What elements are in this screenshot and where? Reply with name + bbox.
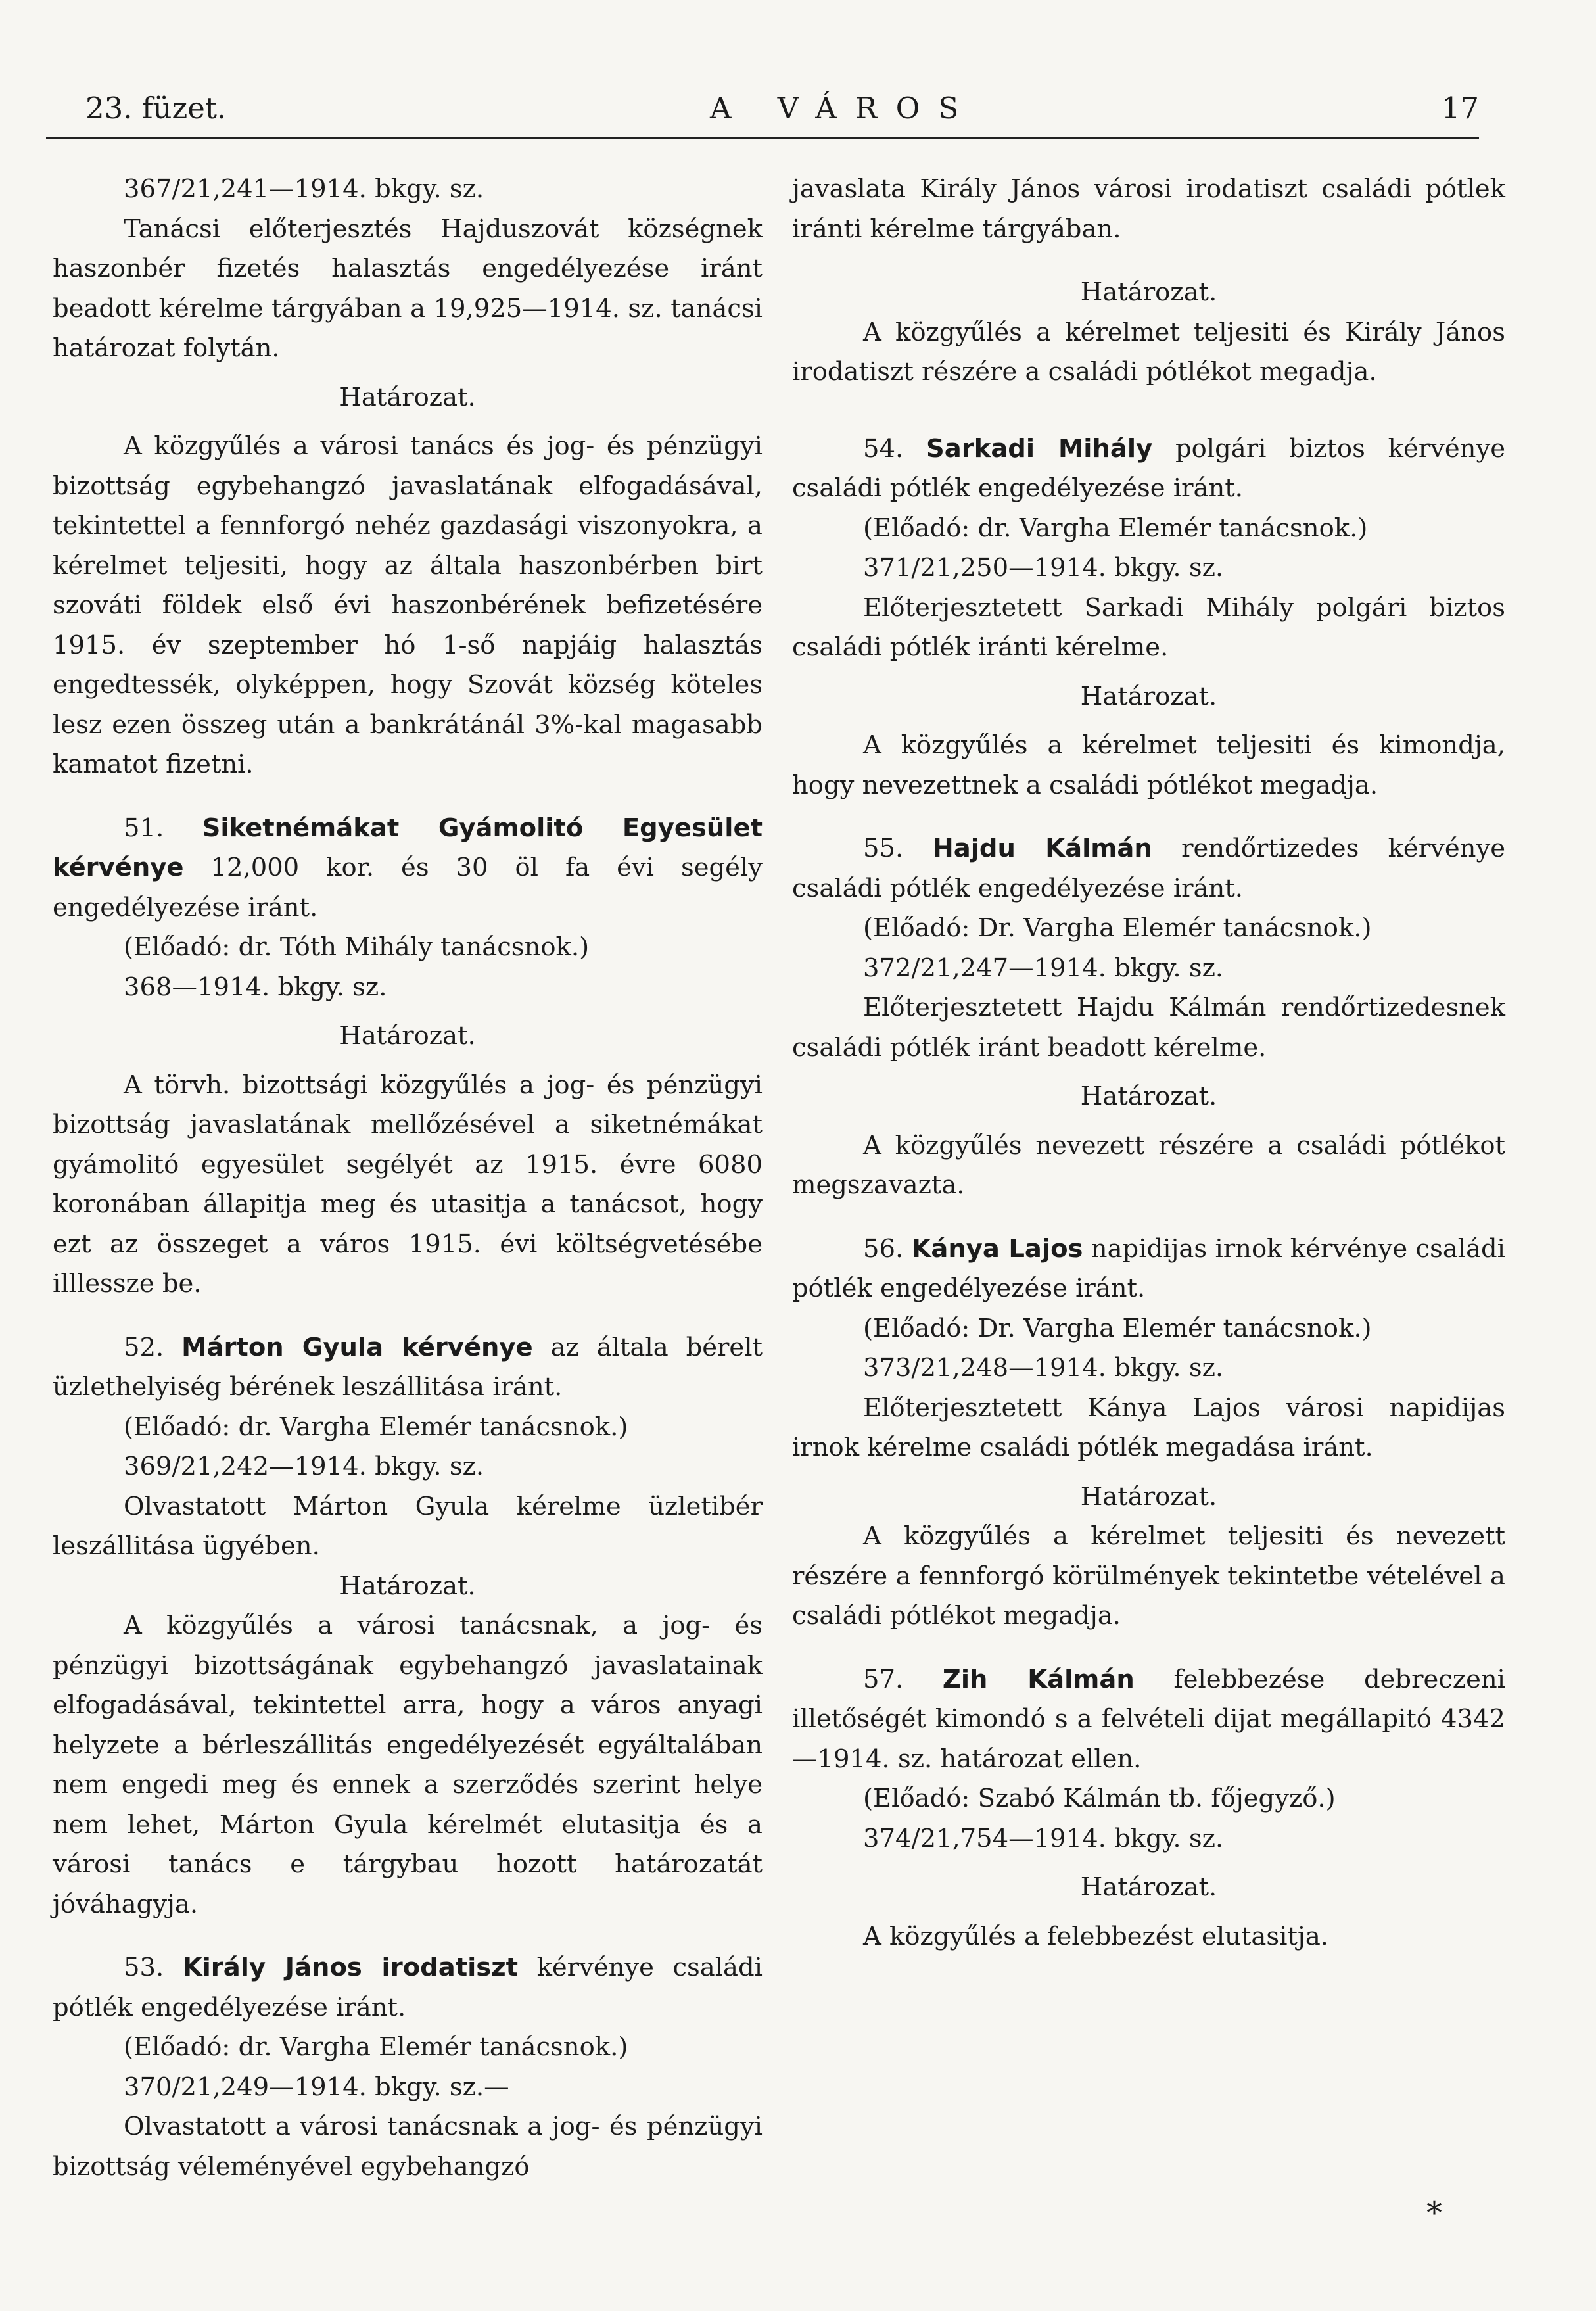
rapporteur: (Előadó: dr. Vargha Elemér tanácsnok.) <box>124 1412 628 1442</box>
item-subject: Zih Kálmán <box>942 1664 1135 1694</box>
agenda-item-56 <box>792 1229 1505 1309</box>
page-header <box>46 84 1479 139</box>
item-number: 56. <box>863 1233 904 1264</box>
resolution-heading: Határozat. <box>1080 681 1217 711</box>
resolution-heading: Határozat. <box>339 1571 476 1601</box>
left-column <box>53 170 763 2187</box>
resolution-heading: Határozat. <box>339 382 476 412</box>
item-description: 12,000 kor. és 30 öl fa évi segély engedélyezése iránt. <box>53 853 763 922</box>
agenda-item-57 <box>792 1660 1505 1780</box>
item-number: 55. <box>863 834 904 863</box>
item-subject: Hajdu Kálmán <box>932 834 1152 863</box>
item-text: Előterjesztetett Sarkadi Mihály polgári biztos családi pótlék iránti kérelme. <box>792 592 1505 662</box>
item-text: Tanácsi előterjesztés Hajduszovát községnek haszonbér fizetés halasztás engedélyezése iránt beadott kérelme tárgyában a 19,925—1914. sz. tanácsi határozat folytán. <box>53 214 763 363</box>
item-subject: Márton Gyula kérvénye <box>181 1332 533 1362</box>
item-number: 53. <box>124 1953 164 1982</box>
item-number: 51. <box>124 813 164 843</box>
rapporteur: (Előadó: dr. Vargha Elemér tanácsnok.) <box>863 513 1368 543</box>
item-text: Előterjesztetett Kánya Lajos városi napidijas irnok kérelme családi pótlék megadása iránt. <box>792 1393 1505 1462</box>
item-subject: Sarkadi Mihály <box>926 433 1153 464</box>
right-column <box>792 170 1505 1957</box>
resolution-heading: Határozat. <box>1080 1082 1217 1111</box>
agenda-item-53 <box>53 1948 763 2028</box>
item-description: felebbezése debreczeni illetőségét kimondó s a felvételi dijat megállapitó 4342—1914. sz. határozat ellen. <box>792 1664 1505 1774</box>
rapporteur: (Előadó: Dr. Vargha Elemér tanácsnok.) <box>863 913 1372 943</box>
resolution-text: A közgyűlés a felebbezést elutasitja. <box>863 1921 1329 1951</box>
item-subject: Király János irodatiszt <box>182 1953 519 1982</box>
reference-number: 368—1914. bkgy. sz. <box>124 972 387 1002</box>
rapporteur: (Előadó: dr. Tóth Mihály tanácsnok.) <box>124 932 590 962</box>
resolution-heading: Határozat. <box>1080 1872 1217 1902</box>
reference-number: 373/21,248—1914. bkgy. sz. <box>863 1353 1224 1383</box>
reference-number: 369/21,242—1914. bkgy. sz. <box>124 1452 484 1481</box>
resolution-heading: Határozat. <box>339 1021 476 1051</box>
item-description: napidijas irnok kérvénye családi pótlék engedélyezése iránt. <box>792 1233 1506 1303</box>
resolution-text: A közgyűlés nevezett részére a családi pótlékot megszavazta. <box>792 1130 1505 1200</box>
reference-number: 371/21,250—1914. bkgy. sz. <box>863 553 1224 583</box>
item-text: Olvastatott a városi tanácsnak a jog- és pénzügyi bizottság véleményével egybehangzó <box>53 2112 763 2181</box>
agenda-item-55 <box>792 829 1505 909</box>
reference-number: 370/21,249—1914. bkgy. sz.— <box>124 2072 509 2102</box>
journal-title: A VÁROS <box>710 91 977 126</box>
resolution-text: A közgyűlés a városi tanácsnak, a jog- és pénzügyi bizottságának egybehangzó javaslatainak elfogadásával, tekintettel arra, hogy a város anyagi helyzete a bérleszállitás engedélyezését egyáltalában nem engedi meg és ennek a szerződés szerint helye nem lehet, Márton Gyula kérelmét elutasitja és a városi tanács e tárgybau hozott határozatát jóváhagyja. <box>53 1611 763 1919</box>
item-subject: Siketnémákat Gyámolitó Egyesület kérvénye <box>53 813 763 882</box>
item-number: 57. <box>863 1664 904 1694</box>
resolution-text: A közgyűlés a kérelmet teljesiti és Király János irodatiszt részére a családi pótlékot megadja. <box>792 317 1505 387</box>
rapporteur: (Előadó: dr. Vargha Elemér tanácsnok.) <box>124 2032 628 2062</box>
continued-text: javaslata Király János városi irodatiszt családi pótlek iránti kérelme tárgyában. <box>792 174 1505 244</box>
item-description: kérvénye családi pótlék engedélyezése iránt. <box>53 1953 763 2022</box>
resolution-text: A közgyűlés a kérelmet teljesiti és nevezett részére a fennforgó körülmények tekintetbe vételével a családi pótlékot megadja. <box>792 1521 1505 1631</box>
resolution-heading: Határozat. <box>1080 277 1217 307</box>
resolution-text: A törvh. bizottsági közgyűlés a jog- és pénzügyi bizottság javaslatának mellőzésével a siketnémákat gyámolitó egyesület segélyét az 1915. évre 6080 koronában állapitja meg és utasitja a tanácsot, hogy ezt az összeget a város 1915. évi költségvetésébe illlessze be. <box>53 1070 763 1298</box>
resolution-text: A közgyűlés a kérelmet teljesiti és kimondja, hogy nevezettnek a családi pótlékot megadja. <box>792 730 1505 800</box>
item-number: 54. <box>863 433 904 464</box>
agenda-item-52 <box>53 1328 763 1408</box>
item-description: az általa bérelt üzlethelyiség bérének leszállitása iránt. <box>53 1332 763 1402</box>
reference-number: 374/21,754—1914. bkgy. sz. <box>863 1823 1224 1853</box>
page-number: 17 <box>1441 91 1479 126</box>
agenda-item-54 <box>792 429 1505 509</box>
resolution-heading: Határozat. <box>1080 1481 1217 1512</box>
item-text: Előterjesztetett Hajdu Kálmán rendőrtizedesnek családi pótlék iránt beadott kérelme. <box>792 993 1505 1062</box>
item-subject: Kánya Lajos <box>911 1233 1083 1264</box>
item-text: Olvastatott Márton Gyula kérelme üzletibér leszállitása ügyében. <box>53 1491 763 1561</box>
reference-number: 372/21,247—1914. bkgy. sz. <box>863 953 1224 983</box>
item-description: rendőrtizedes kérvénye családi pótlék engedélyezése iránt. <box>792 834 1505 903</box>
item-description: polgári biztos kérvénye családi pótlék engedélyezése iránt. <box>792 433 1505 503</box>
reference-number: 367/21,241—1914. bkgy. sz. <box>124 174 484 204</box>
asterisk-mark: * <box>1426 2195 1442 2231</box>
rapporteur: (Előadó: Szabó Kálmán tb. főjegyző.) <box>863 1784 1336 1813</box>
item-number: 52. <box>124 1332 164 1362</box>
resolution-text: A közgyűlés a városi tanács és jog- és pénzügyi bizottság egybehangzó javaslatának elfogadásával, tekintettel a fennforgó nehéz gazdasági viszonyokra, a kérelmet teljesiti, hogy az általa haszonbérben birt szováti földek első évi haszonbérének befizetésére 1915. év szeptember hó 1-ső napjáig halasztás engedtessék, olyképpen, hogy Szovát község köteles lesz ezen összeg után a bankrátánál 3%-kal magasabb kamatot fizetni. <box>53 431 763 779</box>
rapporteur: (Előadó: Dr. Vargha Elemér tanácsnok.) <box>863 1313 1372 1343</box>
issue-number: 23. füzet. <box>85 91 227 126</box>
agenda-item-51 <box>53 809 763 928</box>
